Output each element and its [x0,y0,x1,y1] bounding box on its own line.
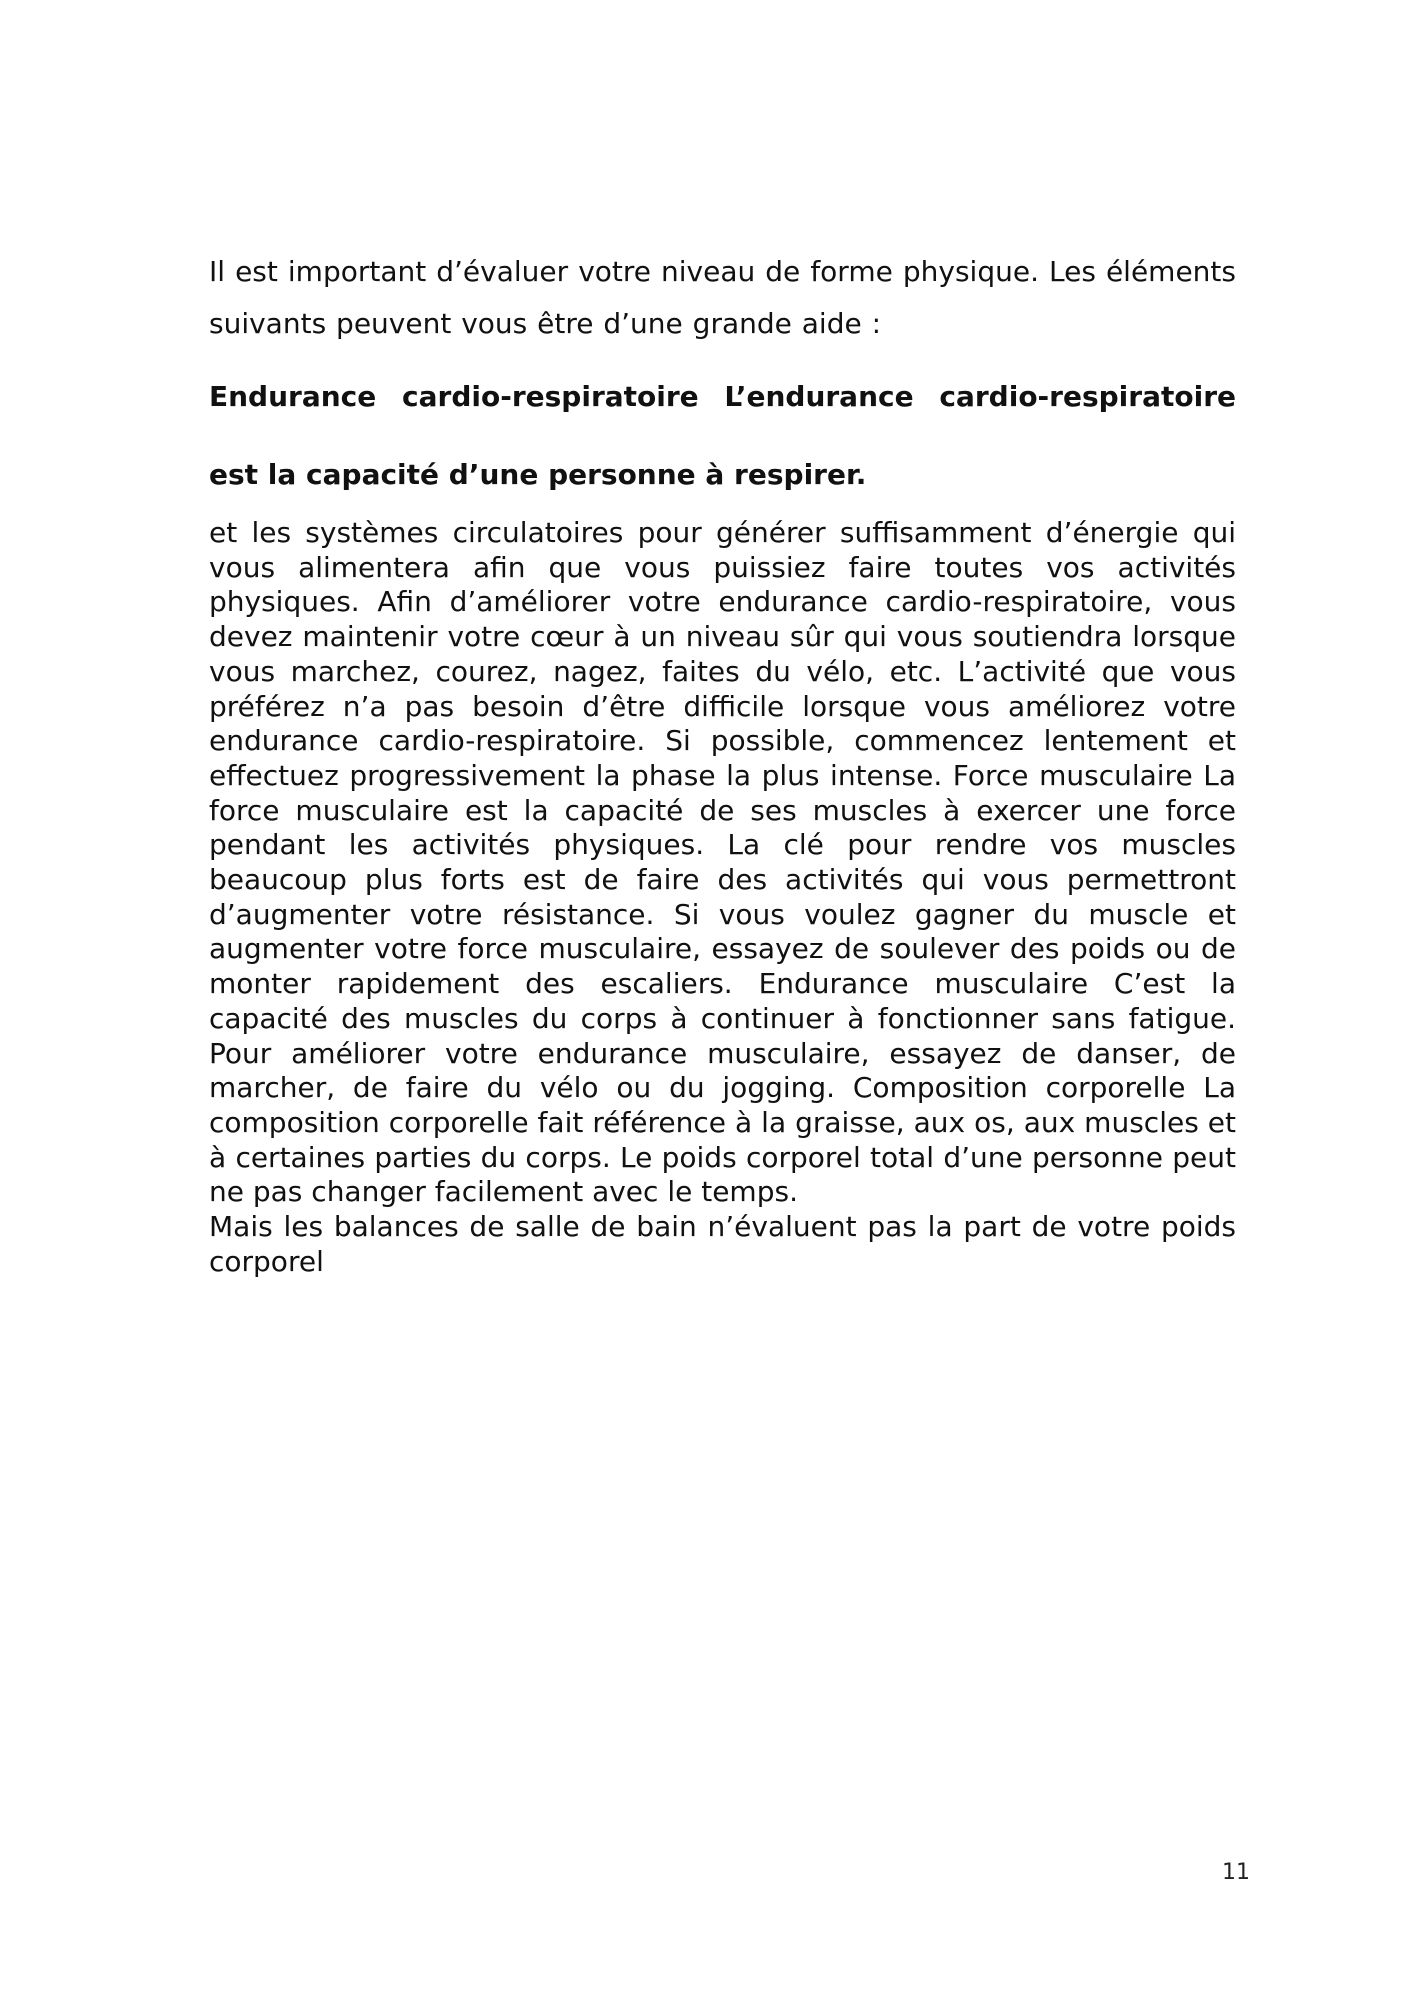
page-number: 11 [1222,1860,1250,1885]
section-heading: Endurance cardio-respiratoire L’endurance cardio-respiratoire est la capacité d’une personne à respirer. [209,380,1236,491]
closing-paragraph: Mais les balances de salle de bain n’évaluent pas la part de votre poids corporel [209,1210,1236,1278]
body-paragraph: et les systèmes circulatoires pour générer suffisamment d’énergie qui vous alimentera afin que vous puissiez faire toutes vos activités physiques. Afin d’améliorer votre endurance cardio-respiratoire, vous devez maintenir votre cœur à un niveau sûr qui vous soutiendra lorsque vous marchez, courez, nagez, faites du vélo, etc. L’activité que vous préférez n’a pas besoin d’être difficile lorsque vous améliorez votre endurance cardio-respiratoire. Si possible, commencez lentement et effectuez progressivement la phase la plus intense. Force musculaire La force musculaire est la capacité de ses muscles à exercer une force pendant les activités physiques. La clé pour rendre vos muscles beaucoup plus forts est de faire des activités qui vous permettront d’augmenter votre résistance. Si vous voulez gagner du muscle et augmenter votre force musculaire, essayez de soulever des poids ou de monter rapidement des escaliers. Endurance musculaire C’est la capacité des muscles du corps à continuer à fonctionner sans fatigue. Pour améliorer votre endurance musculaire, essayez de danser, de marcher, de faire du vélo ou du jogging. Composition corporelle La composition corporelle fait référence à la graisse, aux os, aux muscles et à certaines parties du corps. Le poids corporel total d’une personne peut ne pas changer facilement avec le temps. [209,516,1236,1209]
intro-paragraph: Il est important d’évaluer votre niveau de forme physique. Les éléments suivants peuvent vous être d’une grande aide : [209,255,1236,340]
page-content [209,246,1236,1279]
